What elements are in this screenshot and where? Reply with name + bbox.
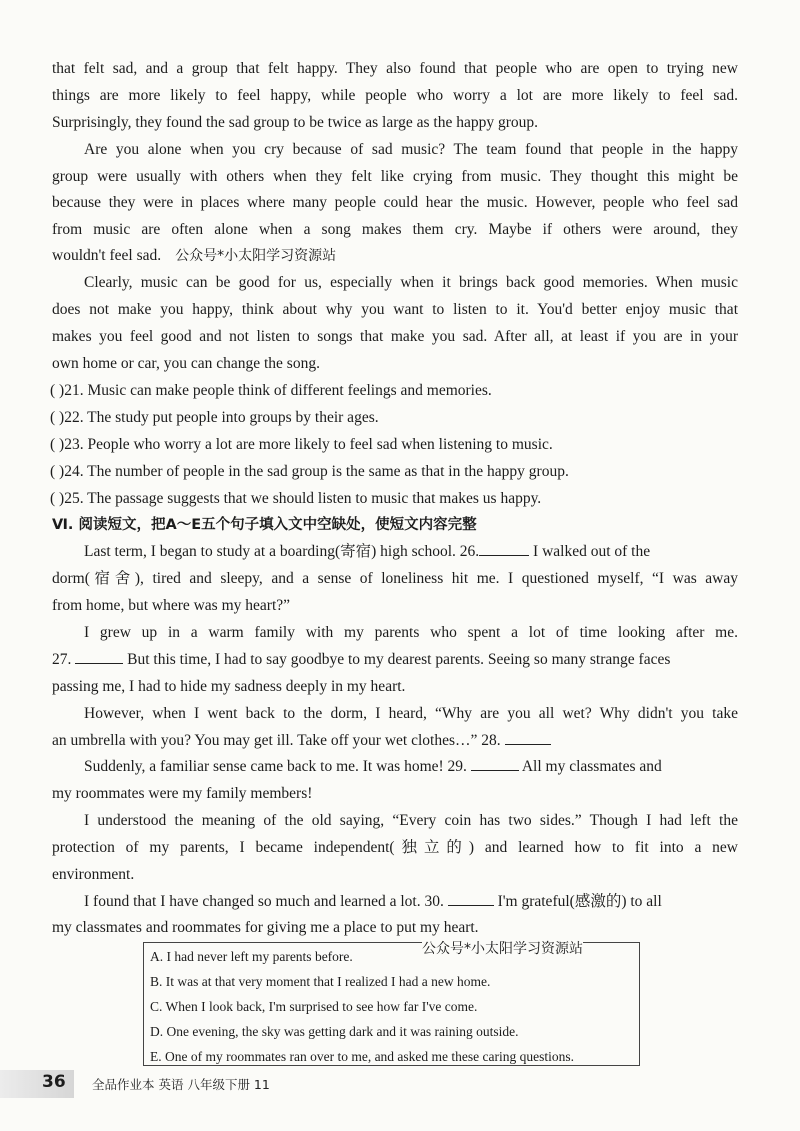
passage-line: my classmates and roommates for giving me a place to put my heart. <box>52 919 479 936</box>
blank-26 <box>479 541 529 556</box>
passage-text: Last term, I began to study at a boarding(寄宿) high school. 26. <box>84 543 480 560</box>
question-24: ( )24. The number of people in the sad group is the same as that in the happy group. <box>50 463 569 480</box>
passage-line: from music are often alone when a song makes them cry. Maybe if others were around, they <box>52 221 738 238</box>
passage-line: does not make you happy, think about why you want to listen to it. You'd better enjoy music that <box>52 301 738 318</box>
passage-line: from home, but where was my heart?” <box>52 597 291 614</box>
passage-line: group were usually with others when they felt like crying from music. They thought this might be <box>52 168 738 185</box>
blank-30 <box>448 891 494 906</box>
passage-line <box>52 727 738 754</box>
options-box <box>143 942 640 1066</box>
passage-line: protection of my parents, I became independent(独立的) and learned how to fit into a new <box>52 839 738 856</box>
blank-27 <box>75 649 123 664</box>
passage-line <box>84 753 738 780</box>
passage-line: that felt sad, and a group that felt happy. They also found that people who are open to trying new <box>52 60 738 77</box>
watermark-text: 公众号*小太阳学习资源站 <box>175 248 337 264</box>
page-number: 36 <box>42 1072 66 1092</box>
passage-text: I found that I have changed so much and learned a lot. 30. <box>84 893 444 910</box>
option-b: B. It was at that very moment that I realized I had a new home. <box>150 974 491 989</box>
passage-line: Clearly, music can be good for us, especially when it brings back good memories. When music <box>84 274 738 291</box>
passage-line: environment. <box>52 866 135 883</box>
passage-line <box>84 888 738 915</box>
option-c: C. When I look back, I'm surprised to see how far I've come. <box>150 999 478 1014</box>
passage-line: I grew up in a warm family with my parents who spent a lot of time looking after me. <box>84 624 738 641</box>
question-22: ( )22. The study put people into groups by their ages. <box>50 409 379 426</box>
passage-line: However, when I went back to the dorm, I heard, “Why are you all wet? Why didn't you take <box>84 705 738 722</box>
question-25: ( )25. The passage suggests that we should listen to music that makes us happy. <box>50 490 542 507</box>
passage-line: dorm(宿舍), tired and sleepy, and a sense of loneliness hit me. I questioned myself, “I was away <box>52 570 738 587</box>
passage-text: All my classmates and <box>521 758 662 775</box>
passage-text: Suddenly, a familiar sense came back to me. It was home! 29. <box>84 758 467 775</box>
passage-line: Surprisingly, they found the sad group to be twice as large as the happy group. <box>52 114 538 131</box>
passage-line: my roommates were my family members! <box>52 785 313 802</box>
blank-28 <box>505 730 551 745</box>
passage-text: I'm grateful(感激的) to all <box>497 893 662 910</box>
passage-line: passing me, I had to hide my sadness deeply in my heart. <box>52 678 406 695</box>
passage-line: I understood the meaning of the old saying, “Every coin has two sides.” Though I had left the <box>84 812 738 829</box>
passage-text: 27. <box>52 651 72 668</box>
passage-line <box>84 538 738 565</box>
passage-text: an umbrella with you? You may get ill. Take off your wet clothes…” 28. <box>52 732 501 749</box>
passage-line: because they were in places where many people could hear the music. However, people who feel sad <box>52 194 738 211</box>
book-title: 全品作业本 英语 八年级下册 11 <box>92 1077 270 1092</box>
option-d: D. One evening, the sky was getting dark and it was raining outside. <box>150 1024 519 1039</box>
passage-line: things are more likely to feel happy, while people who worry a lot are more likely to feel sad. <box>52 87 738 104</box>
passage-line: own home or car, you can change the song. <box>52 355 320 372</box>
section-title: Ⅵ. 阅读短文，把A～E五个句子填入文中空缺处，使短文内容完整 <box>52 517 477 533</box>
question-21: ( )21. Music can make people think of different feelings and memories. <box>50 382 492 399</box>
question-23: ( )23. People who worry a lot are more likely to feel sad when listening to music. <box>50 436 553 453</box>
passage-line <box>52 646 738 673</box>
blank-29 <box>471 756 519 771</box>
option-e: E. One of my roommates ran over to me, and asked me these caring questions. <box>150 1049 575 1064</box>
passage-text: I walked out of the <box>533 543 651 560</box>
option-a: A. I had never left my parents before. <box>150 949 353 964</box>
passage-line: makes you feel good and not listen to songs that make you sad. After all, at least if you are in your <box>52 328 738 345</box>
passage-text: But this time, I had to say goodbye to my dearest parents. Seeing so many strange faces <box>127 651 671 668</box>
passage-line <box>52 242 738 270</box>
passage-text: wouldn't feel sad. <box>52 247 162 264</box>
passage-line: Are you alone when you cry because of sad music? The team found that people in the happy <box>84 141 738 158</box>
watermark-text: 公众号*小太阳学习资源站 <box>422 938 583 958</box>
